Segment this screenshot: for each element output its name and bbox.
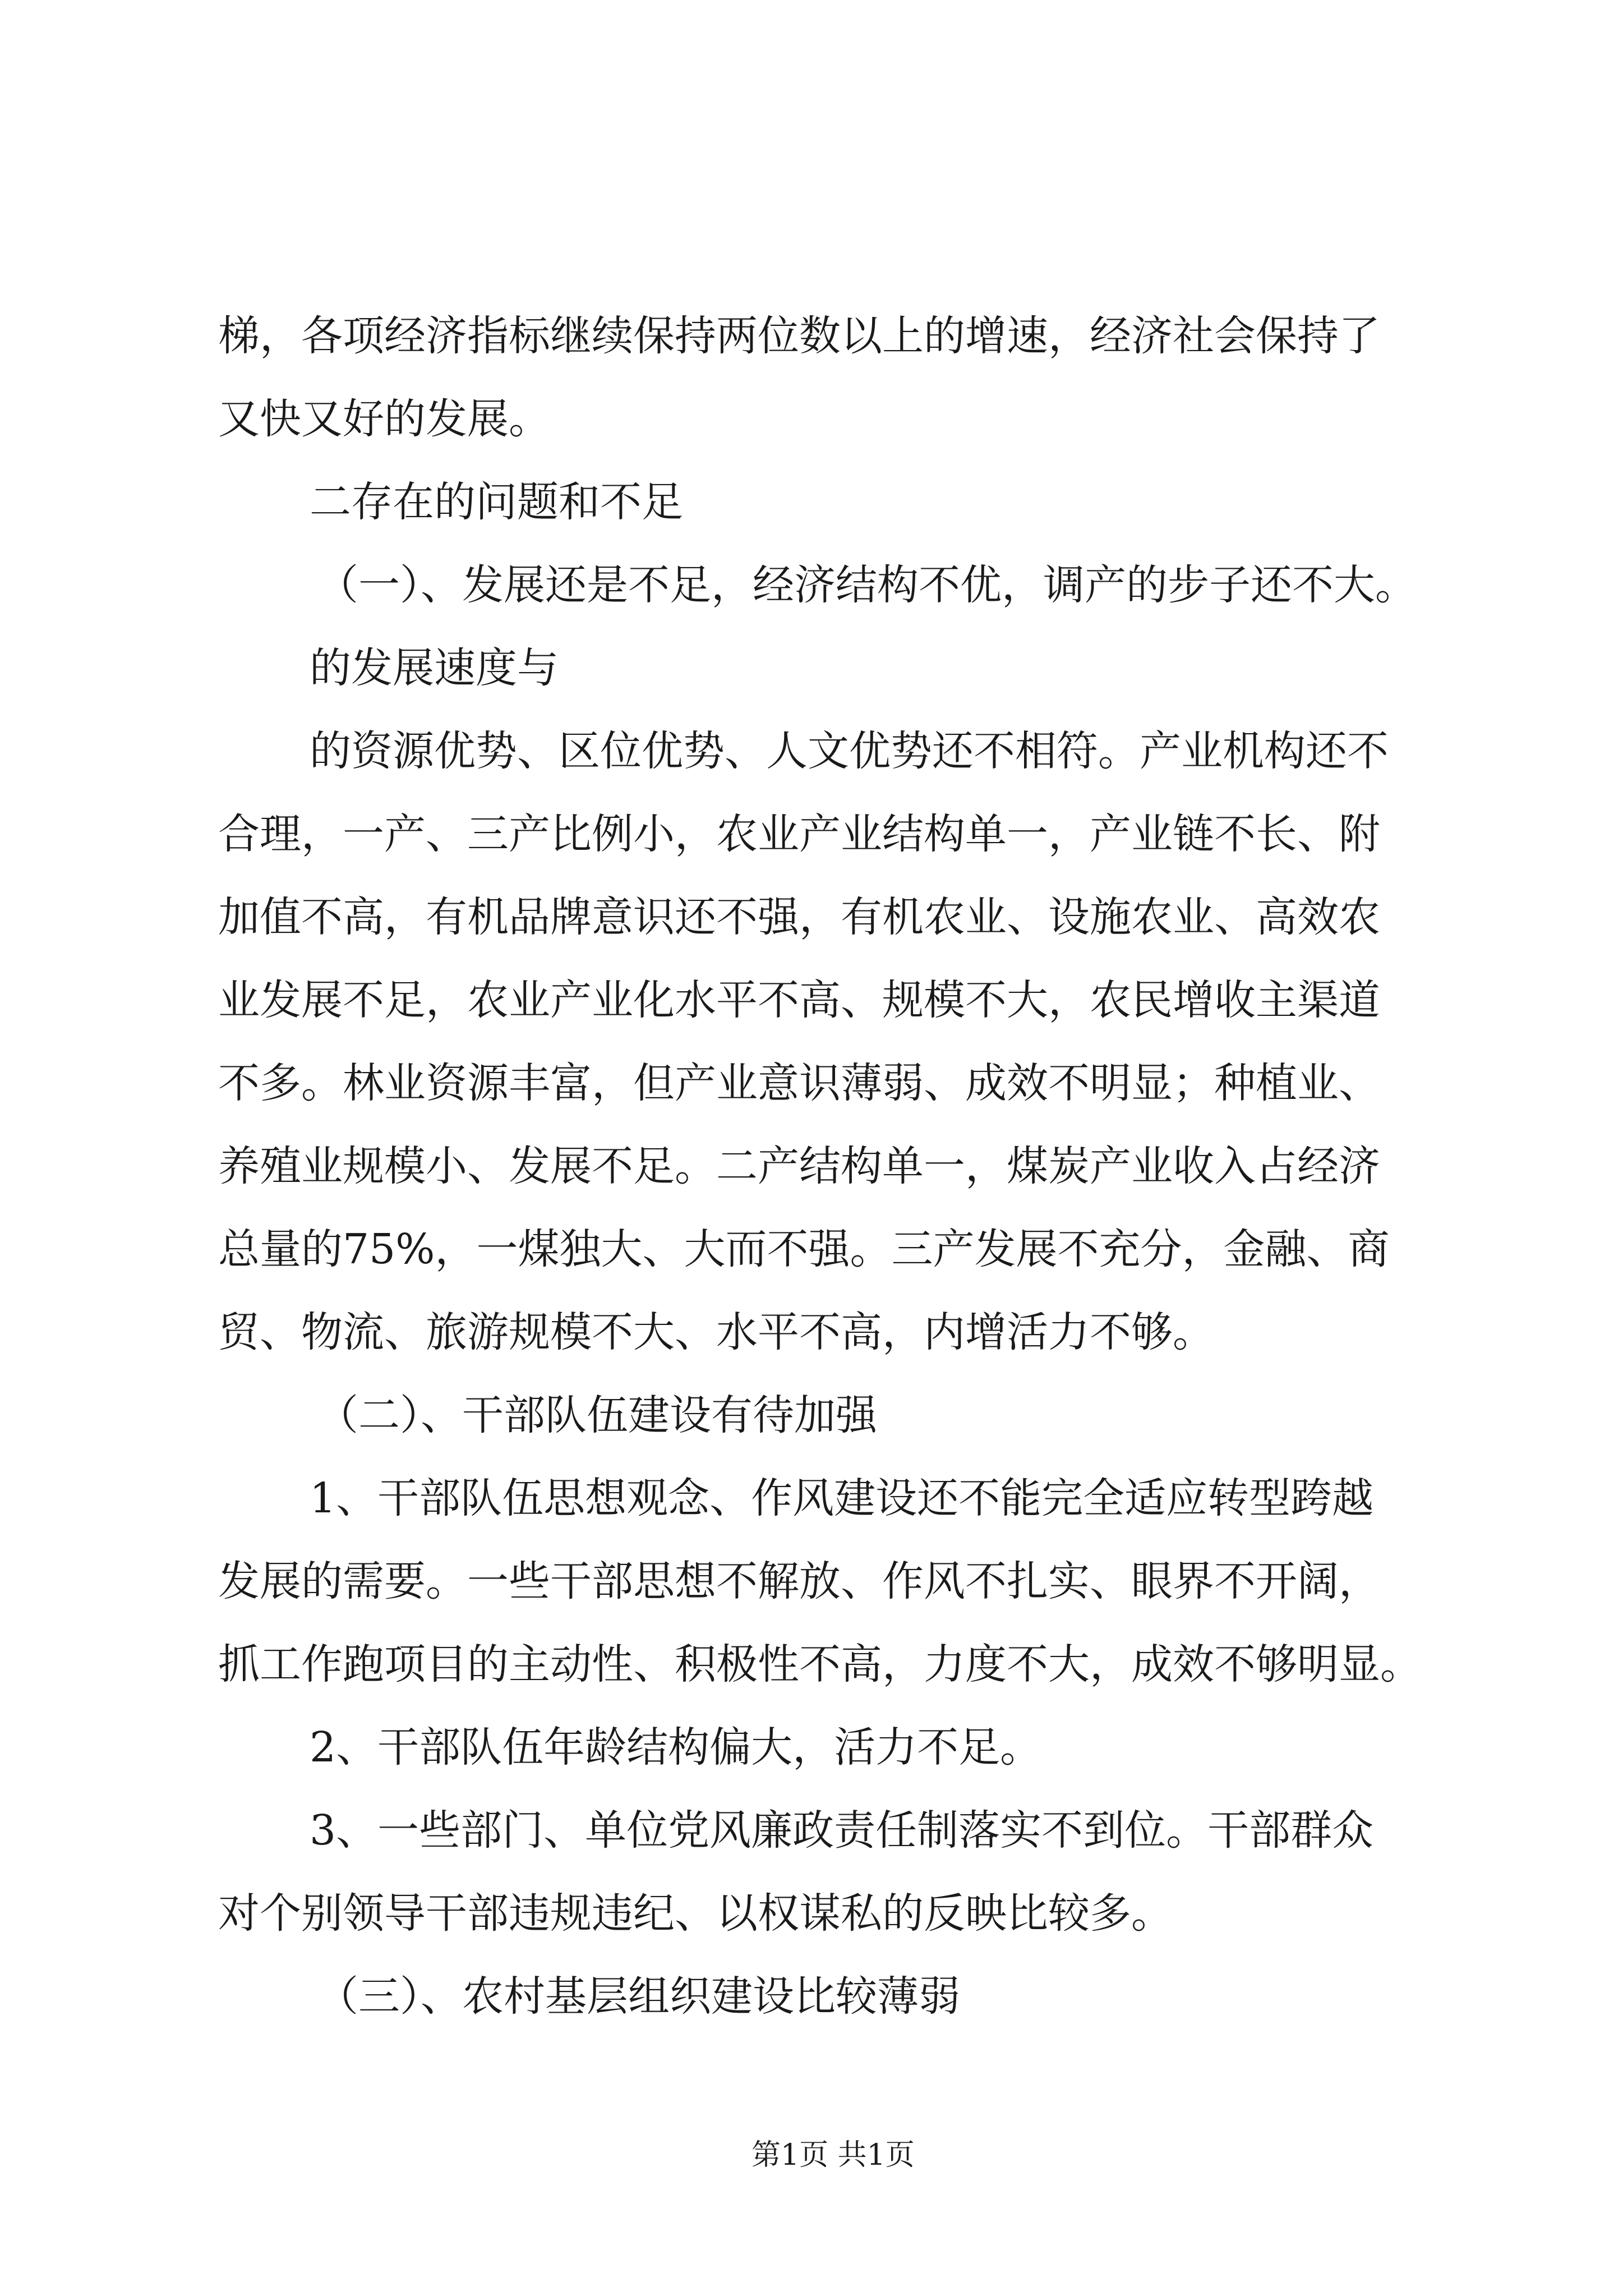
list-item-line: 2、干部队伍年龄结构偏大，活力不足。 — [310, 1723, 1042, 1772]
paragraph-line: 梯，各项经济指标继续保持两位数以上的增速，经济社会保持了 — [218, 312, 1380, 360]
list-item-line: 发展的需要。一些干部思想不解放、作风不扎实、眼界不开阔， — [218, 1557, 1380, 1605]
list-item-line: 1、干部队伍思想观念、作风建设还不能完全适应转型跨越 — [310, 1474, 1374, 1522]
paragraph-line: 的资源优势、区位优势、人文优势还不相符。产业机构还不 — [310, 727, 1389, 775]
page-footer-number: 第1页 共1页 — [751, 2138, 915, 2172]
subsection-heading: （三）、农村基层组织建设比较薄弱 — [317, 1972, 960, 2021]
paragraph-line: 不多。林业资源丰富，但产业意识薄弱、成效不明显；种植业、 — [218, 1059, 1380, 1107]
list-item-line: 对个别领导干部违规违纪、以权谋私的反映比较多。 — [218, 1889, 1173, 1938]
paragraph-line: 业发展不足，农业产业化水平不高、规模不大，农民增收主渠道 — [218, 976, 1380, 1024]
list-item-line: 抓工作跑项目的主动性、积极性不高，力度不大，成效不够明显。 — [218, 1640, 1422, 1688]
paragraph-line: 的发展速度与 — [310, 644, 559, 692]
paragraph-line: 养殖业规模小、发展不足。二产结构单一，煤炭产业收入占经济 — [218, 1142, 1380, 1190]
document-body — [218, 295, 1441, 2038]
paragraph-line: 总量的75%，一煤独大、大而不强。三产发展不充分，金融、商 — [218, 1225, 1390, 1273]
section-heading: 二存在的问题和不足 — [310, 478, 683, 526]
paragraph-line: 贸、物流、旅游规模不大、水平不高，内增活力不够。 — [218, 1308, 1214, 1356]
paragraph-line: 加值不高，有机品牌意识还不强，有机农业、设施农业、高效农 — [218, 893, 1380, 941]
paragraph-line: 合理，一产、三产比例小，农业产业结构单一，产业链不长、附 — [218, 810, 1380, 858]
paragraph-line: 又快又好的发展。 — [218, 395, 550, 443]
subsection-heading: （二）、干部队伍建设有待加强 — [317, 1391, 877, 1439]
subsection-heading: （一）、发展还是不足，经济结构不优，调产的步子还不大。 — [317, 561, 1417, 609]
list-item-line: 3、一些部门、单位党风廉政责任制落实不到位。干部群众 — [310, 1806, 1374, 1855]
